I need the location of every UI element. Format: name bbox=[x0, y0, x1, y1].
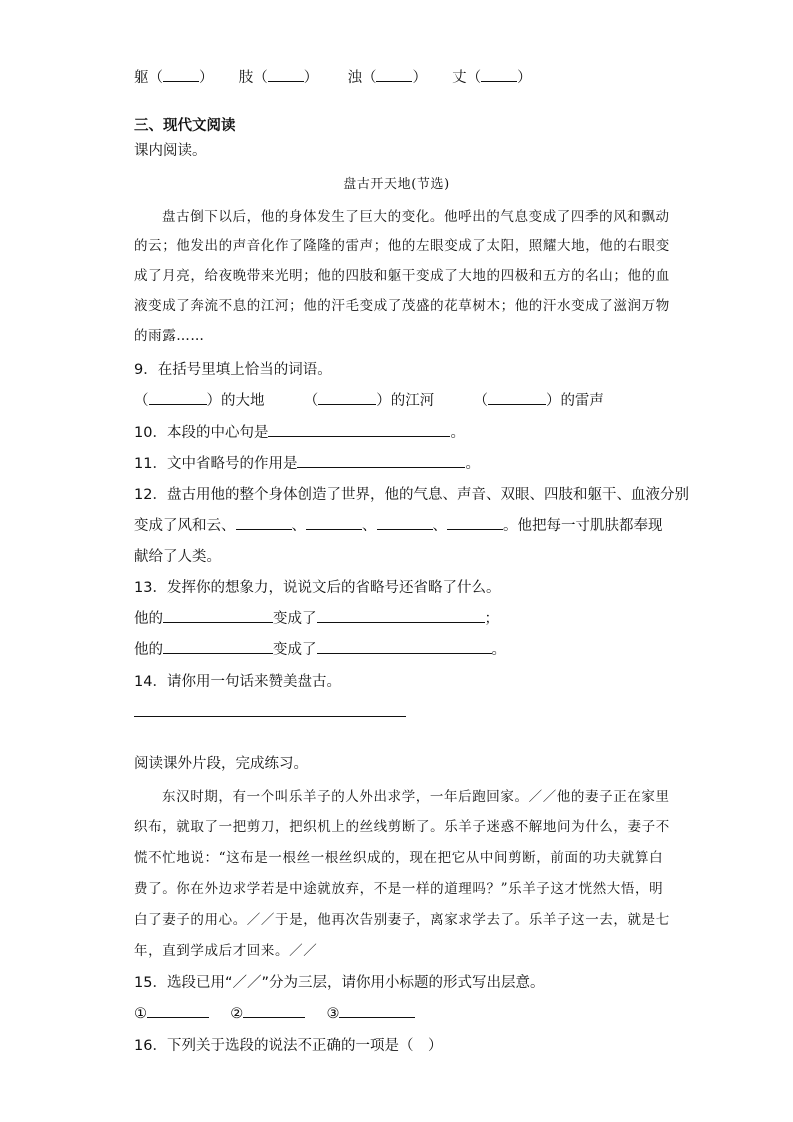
question-12-line2: 变成了风和云、 、 、 、 。他把每一寸肌肤都奉现 bbox=[134, 514, 663, 535]
answer-blank[interactable] bbox=[297, 453, 465, 468]
answer-blank[interactable] bbox=[147, 1003, 209, 1018]
answer-blank[interactable] bbox=[163, 639, 273, 654]
answer-blank[interactable] bbox=[306, 515, 362, 530]
section-heading: 三、现代文阅读 bbox=[134, 118, 236, 134]
answer-blank[interactable] bbox=[318, 390, 376, 405]
question-11: 11．文中省略号的作用是 。 bbox=[134, 452, 480, 473]
answer-blank[interactable] bbox=[447, 515, 503, 530]
vocab-char: 肢 bbox=[238, 70, 254, 86]
answer-blank[interactable] bbox=[339, 1003, 415, 1018]
question-16: 16．下列关于选段的说法不正确的一项是（ ） bbox=[134, 1038, 443, 1054]
question-10: 10．本段的中心句是 。 bbox=[134, 421, 465, 442]
passage-line: 盘古倒下以后，他的身体发生了巨大的变化。他呼出的气息变成了四季的风和飘动 bbox=[162, 209, 670, 225]
question-14: 14．请你用一句话来赞美盘古。 bbox=[134, 674, 341, 690]
answer-blank[interactable] bbox=[163, 67, 199, 82]
passage-line: 的云；他发出的声音化作了隆隆的雷声；他的左眼变成了太阳，照耀大地，他的右眼变 bbox=[134, 238, 670, 254]
answer-blank[interactable] bbox=[317, 639, 492, 654]
question-15: 15．选段已用“／／”分为三层，请你用小标题的形式写出层意。 bbox=[134, 975, 545, 991]
passage-line: 液变成了奔流不息的江河；他的汗毛变成了茂盛的花草树木；他的汗水变成了滋润万物 bbox=[134, 298, 670, 314]
answer-blank[interactable] bbox=[243, 1003, 305, 1018]
vocab-char: 浊 bbox=[347, 70, 362, 86]
answer-blank[interactable] bbox=[481, 67, 517, 82]
q13-row: 他的 变成了 。 bbox=[134, 638, 506, 659]
question-12: 12．盘古用他的整个身体创造了世界，他的气息、声音、双眼、四肢和躯干、血液分别 bbox=[134, 487, 689, 503]
answer-blank[interactable] bbox=[268, 67, 304, 82]
question-13: 13．发挥你的想象力，说说文后的省略号还省略了什么。 bbox=[134, 580, 501, 596]
passage-line: 成了月亮，给夜晚带来光明；他的四肢和躯干变成了大地的四极和五方的名山；他的血 bbox=[134, 268, 670, 284]
passage-line: 的雨露…… bbox=[134, 328, 205, 344]
question-9: 9．在括号里填上恰当的词语。 bbox=[134, 362, 332, 378]
answer-blank[interactable] bbox=[163, 608, 273, 623]
vocab-char: 躯 bbox=[134, 70, 149, 86]
answer-blank[interactable] bbox=[268, 422, 450, 437]
passage-line: 东汉时期，有一个叫乐羊子的人外出求学，一年后跑回家。／／他的妻子正在家里 bbox=[162, 789, 670, 805]
q13-row: 他的 变成了 ； bbox=[134, 607, 499, 628]
answer-blank[interactable] bbox=[488, 390, 546, 405]
passage-line: 织布，就取了一把剪刀，把织机上的丝线剪断了。乐羊子迷惑不解地问为什么，妻子不 bbox=[134, 819, 670, 835]
answer-blank[interactable] bbox=[376, 67, 412, 82]
section-subheading: 课内阅读。 bbox=[134, 143, 207, 159]
answer-line[interactable] bbox=[134, 716, 406, 717]
passage-line: 年，直到学成后才回来。／／ bbox=[134, 943, 318, 959]
q9-answers: （ ）的大地 （ ）的江河 （ ）的雷声 bbox=[134, 389, 604, 410]
answer-blank[interactable] bbox=[236, 515, 292, 530]
answer-blank[interactable] bbox=[317, 608, 485, 623]
passage2-intro: 阅读课外片段，完成练习。 bbox=[134, 756, 308, 772]
vocab-char: 丈 bbox=[452, 70, 467, 86]
question-12-line3: 献给了人类。 bbox=[134, 549, 221, 565]
passage-line: 白了妻子的用心。／／于是，他再次告别妻子，离家求学去了。乐羊子这一去，就是七 bbox=[134, 912, 670, 928]
answer-blank[interactable] bbox=[149, 390, 207, 405]
passage-line: 慌不忙地说：“这布是一根丝一根丝织成的，现在把它从中间剪断，前面的功夫就算白 bbox=[134, 850, 664, 866]
passage-line: 费了。你在外边求学若是中途就放弃，不是一样的道理吗？”乐羊子这才恍然大悟，明 bbox=[134, 881, 664, 897]
vocab-row: 躯（ ） 肢（ ） 浊（ ） 丈（ ） bbox=[134, 66, 532, 87]
q15-answers: ① ② ③ bbox=[134, 1003, 415, 1022]
answer-blank[interactable] bbox=[377, 515, 433, 530]
passage-title: 盘古开天地(节选) bbox=[343, 177, 450, 192]
